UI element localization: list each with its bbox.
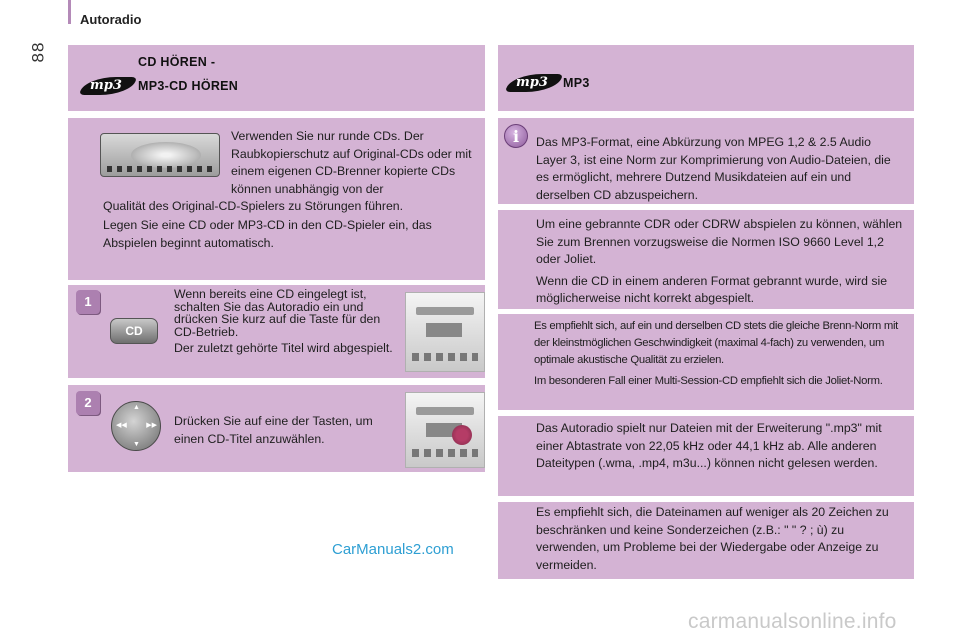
block4-text: Das Autoradio spielt nur Dateien mit der Erweiterung ".mp3" mit einer Abtastrate von 22,05 kHz oder 44,1 kHz ab. Alle anderen Dateitypen (.wma, .mp4, m3u...) können nicht gelesen werden. <box>536 421 882 470</box>
intro-text-indented: Verwenden Sie nur runde CDs. Der Raubkopierschutz auf Original-CDs oder mit einem eigenen CD-Brenner kopierte CDs können unabhängig von der <box>231 129 472 196</box>
car-radio-image <box>100 133 220 177</box>
block2-p1: Um eine gebrannte CDR oder CDRW abspielen zu können, wählen Sie zum Brennen vorzugsweise die Normen ISO 9660 Level 1,2 oder Joliet. <box>536 217 903 266</box>
block3-p2: Im besonderen Fall einer Multi-Session-CD empfiehlt sich die Joliet-Norm. <box>534 375 883 387</box>
direction-pad-icon: ▲ ▼ ◀◀ ▶▶ <box>111 401 161 451</box>
block5-text: Es empfiehlt sich, die Dateinamen auf weniger als 20 Zeichen zu beschränken und keine Sonderzeichen (z.B.: " " ? ; ù) zu verwenden, um Probleme bei der Wiedergabe oder Anzeige zu vermeiden. <box>536 505 889 572</box>
radio-unit-image-1 <box>405 292 485 372</box>
watermark-carmanuals: CarManuals2.com <box>332 541 454 558</box>
step1-text-1: Wenn bereits eine CD eingelegt ist, schalten Sie das Autoradio ein und drücken Sie kurz auf die Taste für den CD-Betrieb. <box>174 287 381 339</box>
watermark-carmanualsonline: carmanualsonline.info <box>688 610 897 633</box>
intro-text-2: Legen Sie eine CD oder MP3-CD in den CD-Spieler ein, das Abspielen beginnt automatisch. <box>103 218 432 250</box>
step1-text <box>174 288 396 359</box>
step2-text: Drücken Sie auf eine der Tasten, um einen CD-Titel anzuwählen. <box>174 414 373 446</box>
left-title-line1: CD HÖREN - <box>138 55 216 69</box>
step1-badge: 1 <box>76 290 100 314</box>
section-accent-bar <box>68 0 71 24</box>
left-title-line2: MP3-CD HÖREN <box>138 79 239 93</box>
info-text: Das MP3-Format, eine Abkürzung von MPEG 1,2 & 2.5 Audio Layer 3, ist eine Norm zur Komprimierung von Audio-Dateien, die es ermöglicht, mehrere Dutzend Musikdateien auf ein und derselben CD abzuspeichern. <box>536 135 891 202</box>
right-title: MP3 <box>563 76 590 90</box>
step1-text-2: Der zuletzt gehörte Titel wird abgespielt. <box>174 341 393 355</box>
mp3-logo-icon: mp3 <box>82 77 134 95</box>
block2-text <box>536 216 906 312</box>
block3-p1: Es empfiehlt sich, auf ein und derselben CD stets die gleiche Brenn-Norm mit der kleinstmöglichen Geschwindigkeit (maximal 4-fach) zu verwenden, um optimale akustische Qualität zu erzielen. <box>534 320 898 366</box>
radio-unit-image-2 <box>405 392 485 468</box>
cd-button-icon: CD <box>110 318 158 344</box>
mp3-logo-icon-right: mp3 <box>508 74 560 92</box>
info-icon: i <box>504 124 528 148</box>
block3-text <box>534 318 908 394</box>
section-label: Autoradio <box>80 12 142 27</box>
block2-p2: Wenn die CD in einem anderen Format gebrannt wurde, wird sie möglicherweise nicht korrekt abgespielt. <box>536 273 888 305</box>
intro-text-full: Qualität des Original-CD-Spielers zu Störungen führen. <box>103 199 404 213</box>
step2-badge: 2 <box>76 391 100 415</box>
page-number: 88 <box>28 41 48 63</box>
